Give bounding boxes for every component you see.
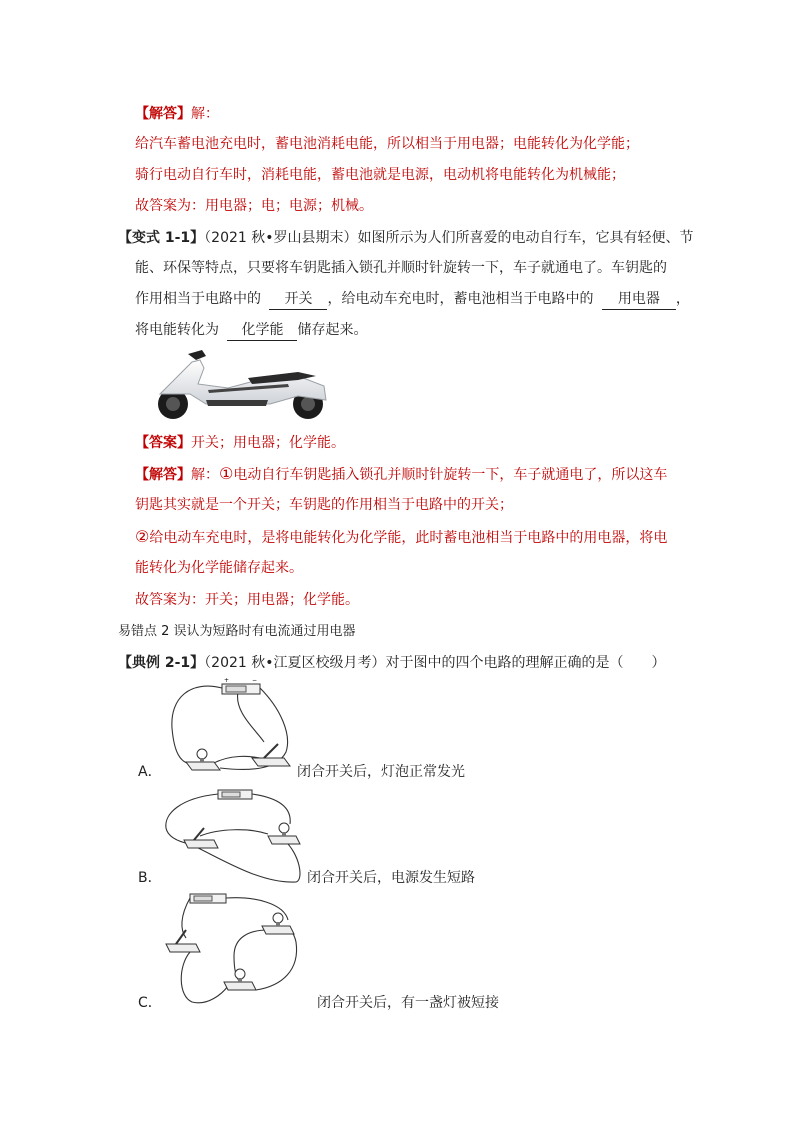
answer-tag: 【答案】 [135, 435, 191, 451]
answer-line [135, 433, 345, 453]
solution-tag: 【解答】 [135, 106, 191, 122]
svg-text:−: − [252, 678, 258, 684]
solution-prefix: 解： [191, 106, 219, 122]
question-line [135, 320, 367, 341]
circuit-diagram-a [160, 678, 300, 776]
circled-number: ② [135, 527, 150, 546]
question-tag: 【变式 1-1】 [118, 230, 205, 246]
question-text: 如图所示为人们所喜爱的电动自行车，它具有轻便、节 [357, 230, 694, 246]
solution-prefix: 解： [191, 467, 219, 483]
question-line [118, 228, 694, 248]
question-text: 储存起来。 [297, 322, 368, 338]
solution-heading [135, 104, 219, 124]
circuit-diagram-b [160, 784, 306, 886]
option-label: A． [138, 764, 162, 780]
question-text: 作用相当于电路中的 [135, 291, 261, 307]
question-line [118, 653, 666, 673]
option-text: 闭合开关后，灯泡正常发光 [297, 764, 465, 780]
option-text: 闭合开关后，电源发生短路 [307, 870, 475, 886]
question-text: 将电能转化为 [135, 322, 219, 338]
solution-line: 钥匙其实就是一个开关；车钥匙的作用相当于电路中的开关； [135, 497, 513, 513]
question-text: ，给电动车充电时，蓄电池相当于电路中的 [327, 291, 594, 307]
solution-text: 给电动车充电时，是将电能转化为化学能，此时蓄电池相当于电路中的用电器，将电 [149, 530, 668, 546]
answer-blank: 化学能 [227, 320, 297, 341]
solution-tag: 【解答】 [135, 467, 191, 483]
solution-line: 给汽车蓄电池充电时，蓄电池消耗电能，所以相当于用电器；电能转化为化学能； [135, 136, 639, 152]
solution-line: 故答案为：开关；用电器；化学能。 [135, 592, 359, 608]
question-text: ， [675, 291, 690, 307]
question-source: （2021 秋•罗山县期末） [204, 230, 358, 246]
solution-line: 能转化为化学能储存起来。 [135, 560, 303, 576]
circled-number: ① [219, 464, 234, 483]
answer-blank: 用电器 [602, 289, 676, 310]
answer-text: 开关；用电器；化学能。 [191, 435, 345, 451]
question-line [135, 289, 690, 310]
circuit-diagram-c [156, 886, 306, 1012]
question-line: 能、环保等特点，只要将车钥匙插入锁孔并顺时针旋转一下，车子就通电了。车钥匙的 [135, 260, 667, 276]
question-source: （2021 秋•江夏区校级月考） [204, 655, 386, 671]
answer-blank: 开关 [269, 289, 327, 310]
solution-text: 电动自行车钥匙插入锁孔并顺时针旋转一下，车子就通电了，所以这车 [233, 467, 668, 483]
solution-line [135, 527, 667, 548]
solution-line [135, 464, 667, 485]
solution-line: 骑行电动自行车时，消耗电能，蓄电池就是电源，电动机将电能转化为机械能； [135, 167, 625, 183]
scooter-image [148, 348, 336, 423]
option-label: C． [138, 995, 162, 1011]
question-tag: 【典例 2-1】 [118, 655, 205, 671]
option-text: 闭合开关后，有一盏灯被短接 [317, 995, 499, 1011]
option-label: B． [138, 870, 162, 886]
svg-text:+: + [224, 678, 230, 684]
section-title: 易错点 2 误认为短路时有电流通过用电器 [118, 624, 356, 639]
solution-line: 故答案为：用电器；电；电源；机械。 [135, 198, 373, 214]
question-text: 对于图中的四个电路的理解正确的是（ ） [385, 655, 666, 671]
